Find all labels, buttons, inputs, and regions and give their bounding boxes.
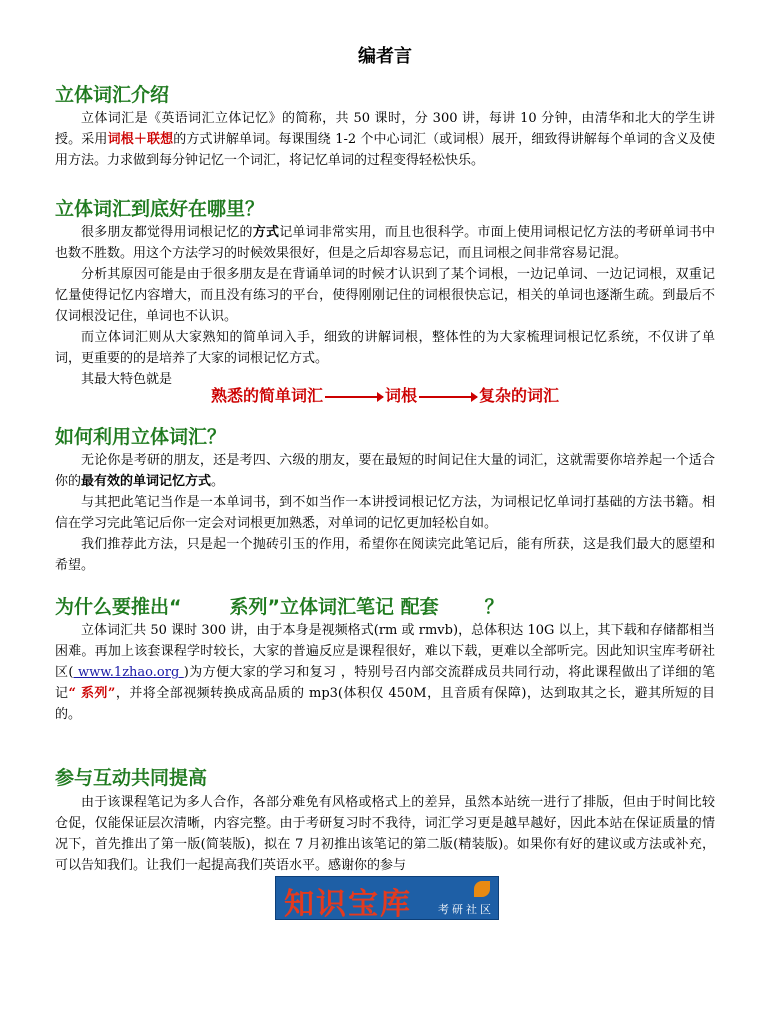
section-participate-body: [55, 792, 715, 876]
paragraph: [55, 108, 715, 171]
arrow-right-icon: [419, 396, 477, 398]
bold-text: 方式: [252, 225, 280, 240]
paragraph: 而立体词汇则从大家熟知的简单词入手，细致的讲解词根，整体性的为大家梳理词根记忆系统，不仅讲了单词，更重要的的是培养了大家的词根记忆方式。: [55, 330, 715, 366]
heading-part: 为什么要推出“: [55, 596, 182, 618]
flow-step-roots: 词根: [384, 386, 417, 405]
section-heading-participate: 参与互动共同提高: [55, 767, 208, 789]
paragraph: [55, 620, 715, 725]
section-heading-usage: 如何利用立体词汇？: [55, 426, 227, 448]
paragraph: 与其把此笔记当作是一本单词书，到不如当作一本讲授词根记忆方法，为词根记忆单词打基础的方法书籍。相信在学习完此笔记后你一定会对词根更加熟悉，对单词的记忆更加轻松自如。: [55, 495, 715, 531]
section-heading-why: [55, 592, 504, 619]
section-heading-benefits: 立体词汇到底好在哪里？: [55, 198, 265, 220]
emphasis-text: 词根＋联想: [107, 132, 174, 147]
heading-part: ？: [484, 596, 504, 618]
arrow-right-icon: [325, 396, 383, 398]
brand-logo: [275, 876, 499, 920]
heading-part: 系列”立体词汇笔记 配套: [229, 596, 439, 618]
site-link[interactable]: www.1zhao.org: [73, 665, 184, 680]
paragraph: 其最大特色就是: [81, 372, 173, 387]
section-why-body: [55, 620, 715, 725]
text: 立体词汇共 50 课时 300 讲，由于本身是视频格式(rm 或 rmvb)，总体积达 10G 以上，其下载和存储都相当困难。再加上该套课程学时较长，大家的普遍反应是课程很好，难以下载，更难以全部听完。因此知识宝库考研社区(: [55, 623, 715, 680]
bold-text: 最有效的单词记忆方式: [81, 474, 212, 489]
logo-text: 知识宝库: [284, 887, 412, 920]
section-benefits-body: [55, 222, 715, 390]
text: 。: [211, 474, 225, 489]
flow-step-simple-words: 熟悉的简单词汇: [210, 386, 323, 405]
flow-step-complex-words: 复杂的词汇: [479, 386, 560, 405]
paragraph: 由于该课程笔记为多人合作，各部分难免有风格或格式上的差异，虽然本站统一进行了排版，但由于时间比较仓促，仅能保证层次清晰，内容完整。由于考研复习时不我待，词汇学习更是越早越好，因此本站在保证质量的情况下，首先推出了第一版(简装版)，拟在 7 月初推出该笔记的第二版(精装版)。如果你有好的建议或方法或补充，可以告知我们。让我们一起提高我们英语水平。感谢你的参与: [55, 795, 715, 873]
text: 立体词汇是《英语词汇立体记忆》的简称，共 50 课时，分 300 讲，每讲 10 分钟，由清华和北大的学生讲授。采用: [55, 111, 715, 147]
text: )为方便大家的学习和复习 ，特别号召内部交流群成员共同行动，将此课程做出了详细的笔记: [55, 665, 715, 701]
feature-flow: [55, 383, 715, 406]
text: 很多朋友都觉得用词根记忆的: [81, 225, 253, 240]
section-intro-body: [55, 108, 715, 171]
text: 的方式讲解单词。每课围绕 1-2 个中心词汇（或词根）展开，细致得讲解每个单词的含义及使用方法。力求做到每分钟记忆一个词汇，将记忆单词的过程变得轻松快乐。: [55, 132, 715, 168]
text: 无论你是考研的朋友，还是考四、六级的朋友，要在最短的时间记住大量的词汇，这就需要你培养起一个适合你的: [55, 453, 715, 489]
paragraph: 我们推荐此方法，只是起一个抛砖引玉的作用，希望你在阅读完此笔记后，能有所获，这是我们最大的愿望和希望。: [55, 537, 715, 573]
section-heading-intro: 立体词汇介绍: [55, 84, 170, 106]
paragraph: [55, 222, 715, 264]
section-usage-body: [55, 450, 715, 576]
text: 记单词非常实用，而且也很科学。市面上使用词根记忆方法的考研单词书中也数不胜数。用这个方法学习的时候效果很好，但是之后却容易忘记，而且词根之间非常容易记混。: [55, 225, 715, 261]
logo-subtext: 考研社区: [438, 903, 494, 916]
paragraph: 分析其原因可能是由于很多朋友是在背诵单词的时候才认识到了某个词根，一边记单词、一边记词根，双重记忆量使得记忆内容增大，而且没有练习的平台，使得刚刚记住的词根很快忘记，相关的单词也逐渐生疏。到最后不仅词根没记住，单词也不认识。: [55, 267, 715, 324]
page-title: 编者言: [358, 46, 412, 67]
text: ，并将全部视频转换成高品质的 mp3(体积仅 450M，且音质有保障)，达到取其之长，避其所短的目的。: [55, 686, 715, 722]
paragraph: [55, 450, 715, 492]
series-quote: “ 系列”: [68, 686, 116, 701]
leaf-icon: [474, 881, 490, 897]
